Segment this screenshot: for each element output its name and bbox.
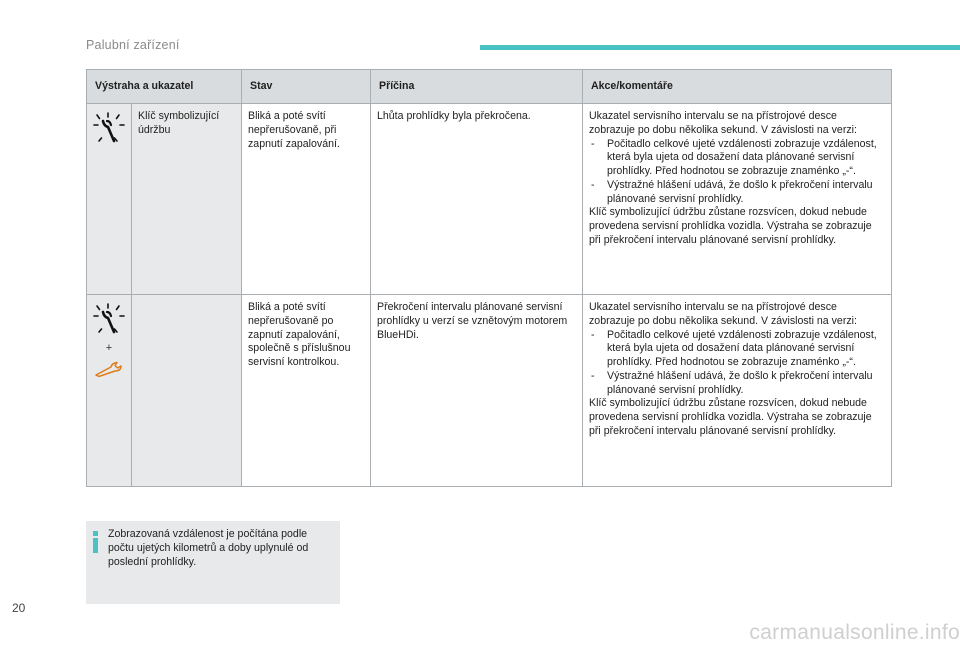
header-accent-bar	[480, 45, 960, 50]
table-row	[87, 295, 892, 487]
state-cell: Bliká a poté svítí nepřerušovaně, při zapnutí zapalování.	[242, 104, 371, 295]
action-bullet: - Výstražné hlášení udává, že došlo k překročení intervalu plánované servisní prohlídky.	[589, 370, 885, 398]
wrench-warning-icon	[93, 303, 125, 337]
action-cell	[583, 104, 892, 295]
watermark: carmanualsonline.info	[749, 621, 960, 644]
action-bullet: - Počitadlo celkové ujeté vzdálenosti zobrazuje vzdálenost, která byla ujeta od dosažení data plánované servisní prohlídky. Před hodnotou se zobrazuje znaménko „-“.	[589, 138, 885, 179]
action-outro: Klíč symbolizující údržbu zůstane rozsvícen, dokud nebude provedena servisní prohlídka vozidla. Výstraha se zobrazuje při překročení intervalu plánované servisní prohlídky.	[589, 397, 872, 437]
state-cell: Bliká a poté svítí nepřerušovaně po zapnutí zapalování, společně s příslušnou servisní kontrolkou.	[242, 295, 371, 487]
info-icon	[92, 531, 100, 553]
column-header-state: Stav	[242, 70, 371, 104]
info-note-text: Zobrazovaná vzdálenost je počítána podle počtu ujetých kilometrů a doby uplynulé od poslední prohlídky.	[108, 528, 309, 568]
column-header-cause: Příčina	[371, 70, 583, 104]
cause-cell: Lhůta prohlídky byla překročena.	[371, 104, 583, 295]
action-bullet: - Výstražné hlášení udává, že došlo k překročení intervalu plánované servisní prohlídky.	[589, 179, 885, 207]
wrench-warning-icon	[93, 112, 125, 146]
indicator-icon-cell	[87, 104, 132, 295]
wrench-service-icon	[94, 361, 124, 377]
icon-joiner: +	[105, 342, 113, 354]
action-outro: Klíč symbolizující údržbu zůstane rozsvícen, dokud nebude provedena servisní prohlídka vozidla. Výstraha se zobrazuje při překročení intervalu plánované servisní prohlídky.	[589, 206, 872, 246]
column-header-indicator: Výstraha a ukazatel	[87, 70, 242, 104]
action-intro: Ukazatel servisního intervalu se na přístrojové desce zobrazuje po dobu několika sekund. V závislosti na verzi:	[589, 110, 857, 136]
indicator-label	[132, 295, 242, 487]
column-header-action: Akce/komentáře	[583, 70, 892, 104]
section-title: Palubní zařízení	[86, 38, 180, 52]
info-note	[86, 521, 340, 604]
indicator-icon-cell	[87, 295, 132, 487]
table-header-row	[87, 70, 892, 104]
action-intro: Ukazatel servisního intervalu se na přístrojové desce zobrazuje po dobu několika sekund. V závislosti na verzi:	[589, 301, 857, 327]
action-cell	[583, 295, 892, 487]
indicator-label: Klíč symbolizující údržbu	[132, 104, 242, 295]
action-bullet: - Počitadlo celkové ujeté vzdálenosti zobrazuje vzdálenost, která byla ujeta od dosažení data plánované servisní prohlídky. Před hodnotou se zobrazuje znaménko „-“.	[589, 329, 885, 370]
warning-table	[86, 69, 892, 487]
page-number: 20	[12, 601, 26, 615]
cause-cell: Překročení intervalu plánované servisní prohlídky u verzí se vznětovým motorem BlueHDi.	[371, 295, 583, 487]
table-row	[87, 104, 892, 295]
